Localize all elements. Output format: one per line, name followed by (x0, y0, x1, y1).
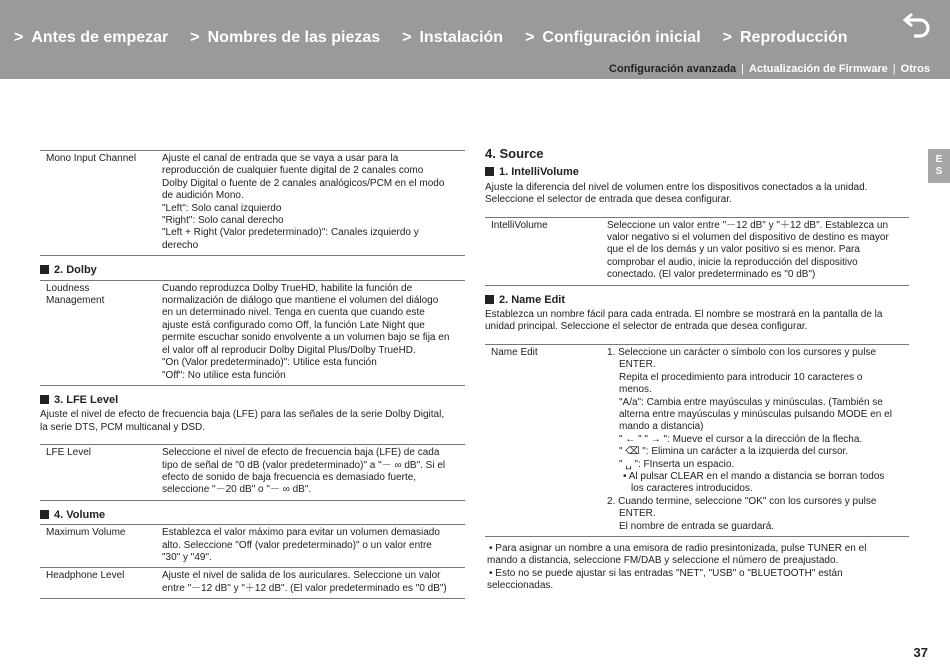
subnav-separator: | (741, 63, 745, 75)
subnav-separator: | (892, 63, 896, 75)
lfe-table (40, 444, 465, 501)
square-bullet-icon (485, 295, 494, 304)
mono-input-table (40, 150, 465, 256)
setting-name: Loudness Management (40, 280, 156, 385)
section-description: Ajuste la diferencia del nivel de volumen entre los dispositivos conectados a la unidad. Seleccione el selector de entrada que desea configurar. (485, 181, 868, 206)
section-title-volume: 4. Volume (40, 509, 465, 521)
setting-description: Cuando reproduzca Dolby TrueHD, habilite la función de normalización de diálogo que mantiene el volumen del diálogo en un determinado nivel. Tenga en cuenta que cuando este ajuste está configurado como Off, la función Late Night que permite escuchar sonido envolvente a un volumen bajo se fija en el valor off al reproducir Dolby Digital Plus/Dolby TrueHD. "On (Valor predeterminado)": Utilice esta función "Off": No utilice esta función (156, 280, 465, 385)
table-row (40, 445, 465, 501)
page-number: 37 (913, 645, 928, 660)
language-tab: E S (928, 149, 950, 183)
nav-reproduccion[interactable]: > Reproducción (722, 29, 848, 46)
dolby-table (40, 280, 465, 386)
subnav-actualizacion-firmware[interactable]: Actualización de Firmware (749, 63, 888, 75)
square-bullet-icon (40, 510, 49, 519)
section-description: Ajuste el nivel de efecto de frecuencia baja (LFE) para las señales de la serie Dolby Digital, la serie DTS, PCM multicanal y DSD. (40, 409, 445, 433)
back-arrow-icon[interactable] (902, 10, 934, 38)
setting-name: Name Edit (485, 344, 601, 536)
top-navigation-bar (0, 0, 950, 79)
section-title-lfe: 3. LFE Level (40, 394, 465, 406)
nav-instalacion[interactable]: > Instalación (402, 29, 504, 46)
left-column (40, 150, 465, 599)
setting-name: Mono Input Channel (40, 151, 156, 256)
table-row (485, 344, 909, 536)
square-bullet-icon (485, 167, 494, 176)
sub-navigation (609, 63, 930, 75)
chapter-nav (14, 29, 870, 47)
nav-nombres-de-las-piezas[interactable]: > Nombres de las piezas (190, 29, 381, 46)
section-description: Establezca un nombre fácil para cada entrada. El nombre se mostrará en la pantalla de la unidad principal. Seleccione el selector de entrada que desea configurar. (485, 309, 883, 333)
right-column (485, 148, 909, 593)
setting-name: Headphone Level (40, 568, 156, 599)
section-heading-source: 4. Source (485, 146, 544, 161)
setting-name: LFE Level (40, 445, 156, 501)
setting-description: Ajuste el canal de entrada que se vaya a usar para la reproducción de cualquier fuente digital de 2 canales como Dolby Digital o fuente de 2 canales analógicos/PCM en el modo de audición Mono. "Left": Solo canal izquierdo "Right": Solo canal derecho "Left + Right (Valor predeterminado)": Canales izquierdo y derecho (156, 151, 465, 256)
section-title-dolby: 2. Dolby (40, 264, 465, 276)
square-bullet-icon (40, 265, 49, 274)
square-bullet-icon (40, 395, 49, 404)
setting-description: Seleccione un valor entre "－12 dB" y "＋12 dB". Establezca un valor negativo si el volumen del dispositivo de destino es mayor que el de los demás y un valor positivo si es menor. Para comprobar el audio, inicie la reproducción del dispositivo conectado. (El valor predeterminado es "0 dB") (601, 217, 909, 285)
name-edit-table (485, 344, 909, 537)
setting-description: Ajuste el nivel de salida de los auriculares. Seleccione un valor entre "－12 dB" y "＋12 dB". (El valor predeterminado es "0 dB") (156, 568, 465, 599)
setting-description: Seleccione el nivel de efecto de frecuencia baja (LFE) de cada tipo de señal de "0 dB (valor predeterminado)" a "－ ∞ dB". Si el efecto de sonido de baja frecuencia es demasiado fuerte, seleccione "－20 dB" o "－ ∞ dB". (156, 445, 465, 501)
table-row (40, 525, 465, 568)
section-title-name-edit: 2. Name Edit (485, 294, 909, 306)
setting-description: Establezca el valor máximo para evitar un volumen demasiado alto. Seleccione "Off (valor predeterminado)" o un valor entre "30" y "49". (156, 525, 465, 568)
table-row (40, 151, 465, 256)
setting-description: 1. Seleccione un carácter o símbolo con los cursores y pulse ENTER. Repita el procedimiento para introducir 10 caracteres o menos. "A/a": Cambia entre mayúsculas y minúsculas. (También se alterna entre mayúsculas y minúsculas pulsando MODE en el mando a distancia) " ← " " → ": Mueve el cursor a la dirección de la flecha. " ⌫ ": Elimina un carácter a la izquierda del cursor. " ␣ ": FInserta un espacio. • Al pulsar CLEAR en el mando a distancia se borran todos los caracteres introducidos. 2. Cuando termine, seleccione "OK" con los cursores y pulse ENTER. El nombre de entrada se guardará. (601, 344, 909, 536)
notes-list: • Para asignar un nombre a una emisora de radio presintonizada, pulse TUNER en el mando a distancia, seleccione FM/DAB y seleccione el número de preajustado. • Esto no se puede ajustar si las entradas "NET", "USB" o "BLUETOOTH" están seleccionadas. (487, 542, 867, 592)
table-row (485, 217, 909, 285)
setting-name: IntelliVolume (485, 217, 601, 285)
volume-table (40, 524, 465, 599)
nav-configuracion-inicial[interactable]: > Configuración inicial (525, 29, 701, 46)
setting-name: Maximum Volume (40, 525, 156, 568)
nav-antes-de-empezar[interactable]: > Antes de empezar (14, 29, 169, 46)
intellivolume-table (485, 217, 909, 286)
table-row (40, 280, 465, 385)
subnav-configuracion-avanzada[interactable]: Configuración avanzada (609, 63, 737, 75)
table-row (40, 568, 465, 599)
subnav-otros[interactable]: Otros (900, 63, 930, 75)
section-title-intellivolume: 1. IntelliVolume (485, 166, 909, 178)
